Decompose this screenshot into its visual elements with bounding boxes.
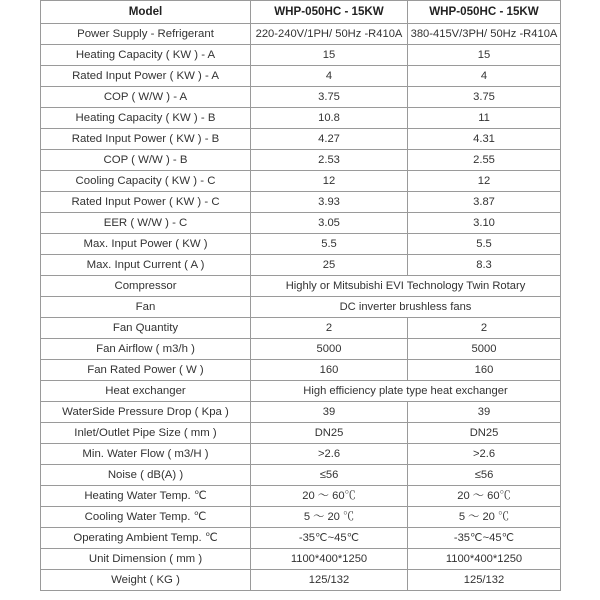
header-variant-1: WHP-050HC - 15KW bbox=[251, 1, 408, 24]
row-label: Max. Input Power ( KW ) bbox=[41, 234, 251, 255]
table-row bbox=[41, 213, 561, 234]
row-label: Cooling Water Temp. ℃ bbox=[41, 507, 251, 528]
row-value-variant-2: 39 bbox=[408, 402, 561, 423]
table-row bbox=[41, 171, 561, 192]
row-label: Max. Input Current ( A ) bbox=[41, 255, 251, 276]
row-value-variant-1: 3.93 bbox=[251, 192, 408, 213]
row-label: Min. Water Flow ( m3/H ) bbox=[41, 444, 251, 465]
row-value-variant-2: 380-415V/3PH/ 50Hz -R410A bbox=[408, 24, 561, 45]
table-row bbox=[41, 66, 561, 87]
row-value-variant-1: 5 ～ 20 ℃ bbox=[251, 507, 408, 528]
row-value-variant-1: 39 bbox=[251, 402, 408, 423]
row-value-variant-2: 2 bbox=[408, 318, 561, 339]
table-row bbox=[41, 24, 561, 45]
row-value-variant-1: 2 bbox=[251, 318, 408, 339]
row-value-variant-2: 15 bbox=[408, 45, 561, 66]
row-value-variant-2: -35℃~45℃ bbox=[408, 528, 561, 549]
row-value-variant-2: 20 ～ 60℃ bbox=[408, 486, 561, 507]
row-label: Heating Capacity ( KW ) - B bbox=[41, 108, 251, 129]
row-value-variant-2: 3.10 bbox=[408, 213, 561, 234]
row-label: Inlet/Outlet Pipe Size ( mm ) bbox=[41, 423, 251, 444]
row-label: Weight ( KG ) bbox=[41, 570, 251, 591]
row-label: EER ( W/W ) - C bbox=[41, 213, 251, 234]
row-value-variant-2: 1100*400*1250 bbox=[408, 549, 561, 570]
row-label: Fan bbox=[41, 297, 251, 318]
row-value-variant-2: 5 ～ 20 ℃ bbox=[408, 507, 561, 528]
row-value-variant-2: 2.55 bbox=[408, 150, 561, 171]
row-value-variant-2: 5.5 bbox=[408, 234, 561, 255]
row-value-variant-1: 4 bbox=[251, 66, 408, 87]
table-row bbox=[41, 507, 561, 528]
row-label: Unit Dimension ( mm ) bbox=[41, 549, 251, 570]
row-label: Rated Input Power ( KW ) - A bbox=[41, 66, 251, 87]
row-value-variant-1: 15 bbox=[251, 45, 408, 66]
row-value-variant-1: 160 bbox=[251, 360, 408, 381]
row-label: Heating Water Temp. ℃ bbox=[41, 486, 251, 507]
row-value-variant-1: 5000 bbox=[251, 339, 408, 360]
table-row bbox=[41, 318, 561, 339]
row-label: Noise ( dB(A) ) bbox=[41, 465, 251, 486]
row-label: Heat exchanger bbox=[41, 381, 251, 402]
row-value-variant-1: -35℃~45℃ bbox=[251, 528, 408, 549]
row-value-variant-2: 11 bbox=[408, 108, 561, 129]
table-row bbox=[41, 192, 561, 213]
row-value-variant-1: 10.8 bbox=[251, 108, 408, 129]
row-value-variant-1: 3.05 bbox=[251, 213, 408, 234]
row-value-variant-1: 20 ～ 60℃ bbox=[251, 486, 408, 507]
row-value-variant-2: 8.3 bbox=[408, 255, 561, 276]
row-shared-value: High efficiency plate type heat exchanger bbox=[251, 381, 561, 402]
row-value-variant-1: 220-240V/1PH/ 50Hz -R410A bbox=[251, 24, 408, 45]
row-value-variant-1: 12 bbox=[251, 171, 408, 192]
row-value-variant-2: 160 bbox=[408, 360, 561, 381]
row-label: Power Supply - Refrigerant bbox=[41, 24, 251, 45]
row-label: Cooling Capacity ( KW ) - C bbox=[41, 171, 251, 192]
row-value-variant-1: 2.53 bbox=[251, 150, 408, 171]
table-row bbox=[41, 255, 561, 276]
table-row bbox=[41, 45, 561, 66]
row-value-variant-2: 125/132 bbox=[408, 570, 561, 591]
table-row bbox=[41, 423, 561, 444]
table-row bbox=[41, 150, 561, 171]
row-value-variant-1: 4.27 bbox=[251, 129, 408, 150]
row-label: Operating Ambient Temp. ℃ bbox=[41, 528, 251, 549]
table-row bbox=[41, 297, 561, 318]
row-value-variant-1: 1100*400*1250 bbox=[251, 549, 408, 570]
table-row bbox=[41, 486, 561, 507]
row-value-variant-2: 4 bbox=[408, 66, 561, 87]
row-label: Compressor bbox=[41, 276, 251, 297]
row-value-variant-1: 125/132 bbox=[251, 570, 408, 591]
row-value-variant-2: DN25 bbox=[408, 423, 561, 444]
header-variant-2: WHP-050HC - 15KW bbox=[408, 1, 561, 24]
table-row bbox=[41, 234, 561, 255]
row-value-variant-2: 5000 bbox=[408, 339, 561, 360]
row-shared-value: DC inverter brushless fans bbox=[251, 297, 561, 318]
row-value-variant-2: 12 bbox=[408, 171, 561, 192]
row-shared-value: Highly or Mitsubishi EVI Technology Twin Rotary bbox=[251, 276, 561, 297]
table-row bbox=[41, 570, 561, 591]
spec-sheet bbox=[40, 0, 563, 600]
table-row bbox=[41, 402, 561, 423]
row-value-variant-1: 25 bbox=[251, 255, 408, 276]
row-label: Fan Airflow ( m3/h ) bbox=[41, 339, 251, 360]
table-row bbox=[41, 381, 561, 402]
table-row bbox=[41, 339, 561, 360]
row-label: COP ( W/W ) - A bbox=[41, 87, 251, 108]
row-value-variant-2: ≤56 bbox=[408, 465, 561, 486]
spec-table-body bbox=[41, 24, 561, 591]
table-row bbox=[41, 108, 561, 129]
row-value-variant-1: >2.6 bbox=[251, 444, 408, 465]
header-model: Model bbox=[41, 1, 251, 24]
row-label: COP ( W/W ) - B bbox=[41, 150, 251, 171]
table-row bbox=[41, 276, 561, 297]
row-label: Rated Input Power ( KW ) - C bbox=[41, 192, 251, 213]
header-row bbox=[41, 1, 561, 24]
row-value-variant-2: 3.75 bbox=[408, 87, 561, 108]
row-label: Fan Rated Power ( W ) bbox=[41, 360, 251, 381]
row-value-variant-1: 3.75 bbox=[251, 87, 408, 108]
row-value-variant-1: DN25 bbox=[251, 423, 408, 444]
table-row bbox=[41, 528, 561, 549]
row-value-variant-2: 3.87 bbox=[408, 192, 561, 213]
row-value-variant-1: ≤56 bbox=[251, 465, 408, 486]
specification-table bbox=[40, 0, 561, 591]
row-value-variant-2: 4.31 bbox=[408, 129, 561, 150]
row-label: Heating Capacity ( KW ) - A bbox=[41, 45, 251, 66]
table-row bbox=[41, 444, 561, 465]
table-row bbox=[41, 129, 561, 150]
table-row bbox=[41, 549, 561, 570]
table-row bbox=[41, 465, 561, 486]
row-value-variant-2: >2.6 bbox=[408, 444, 561, 465]
row-value-variant-1: 5.5 bbox=[251, 234, 408, 255]
row-label: Fan Quantity bbox=[41, 318, 251, 339]
table-row bbox=[41, 360, 561, 381]
row-label: WaterSide Pressure Drop ( Kpa ) bbox=[41, 402, 251, 423]
row-label: Rated Input Power ( KW ) - B bbox=[41, 129, 251, 150]
table-row bbox=[41, 87, 561, 108]
